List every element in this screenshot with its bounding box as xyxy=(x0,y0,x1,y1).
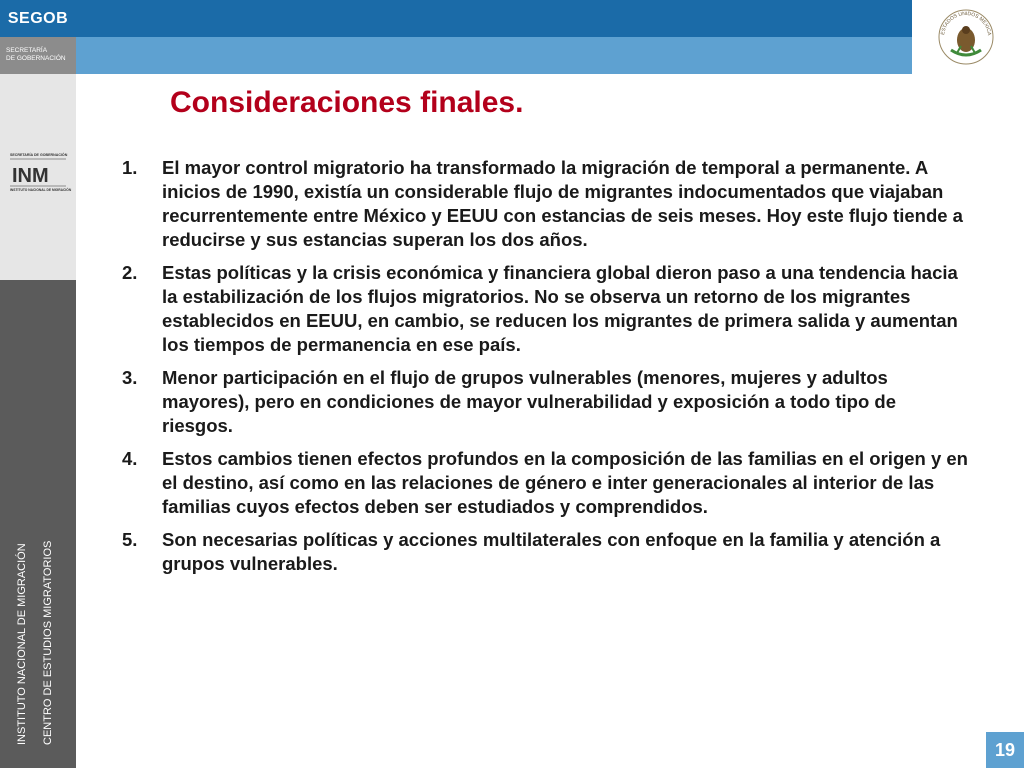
considerations-list xyxy=(122,156,972,585)
list-item-number: 3. xyxy=(122,367,138,388)
segob-logo xyxy=(0,0,76,37)
segob-subtitle xyxy=(6,47,66,63)
segob-subtitle-line2: DE GOBERNACIÓN xyxy=(6,55,66,62)
list-item xyxy=(122,156,972,252)
inm-logo-bottom-text: INSTITUTO NACIONAL DE MIGRACIÓN xyxy=(10,188,72,192)
segob-logo-text: SEGOB xyxy=(7,9,69,27)
inm-logo xyxy=(4,150,72,196)
list-item-number: 2. xyxy=(122,262,138,283)
list-item-text: Estas políticas y la crisis económica y financiera global dieron paso a una tendencia hacia la estabilización de los flujos migratorios. No se observa un retorno de los migrantes establecidos en EEUU, en cambio, se reducen los migrantes de primera salida y aumentan los tiempos de permanencia en ese país. xyxy=(162,262,958,355)
seal-text: ESTADOS UNIDOS MEXICA xyxy=(940,10,992,36)
sidebar-vertical-label-2: CENTRO DE ESTUDIOS MIGRATORIOS xyxy=(42,540,54,745)
list-item-text: El mayor control migratorio ha transformado la migración de temporal a permanente. A inicios de 1990, existía un considerable flujo de migrantes indocumentados que viajaban recurrentemente entre México y EEUU con estancias de seis meses. Hoy este flujo tiende a reducirse y sus estancias superan los dos años. xyxy=(162,157,963,250)
list-item-number: 4. xyxy=(122,448,138,469)
list-item-text: Menor participación en el flujo de grupos vulnerables (menores, mujeres y adultos mayores), pero en condiciones de mayor vulnerabilidad y exposición a todo tipo de riesgos. xyxy=(162,367,897,436)
list-item xyxy=(122,261,972,357)
list-item xyxy=(122,528,972,576)
slide-title: Consideraciones finales. xyxy=(170,86,524,119)
inm-logo-mark: INM xyxy=(12,165,49,187)
list-item-number: 1. xyxy=(122,157,138,178)
page-number: 19 xyxy=(986,732,1024,768)
segob-subtitle-box xyxy=(0,37,76,74)
header-bar-bottom xyxy=(0,37,912,74)
header-bar-top xyxy=(0,0,912,37)
list-item-text: Estos cambios tienen efectos profundos en la composición de las familias en el origen y en el destino, así como en las relaciones de género e inter generacionales al interior de las familias cuyos efectos deben ser estudiados y comprendidos. xyxy=(162,448,968,517)
list-item xyxy=(122,447,972,519)
sidebar-bottom xyxy=(0,280,76,768)
list-item-number: 5. xyxy=(122,529,138,550)
sidebar-vertical-label-1: INSTITUTO NACIONAL DE MIGRACIÓN xyxy=(16,543,28,745)
list-item xyxy=(122,366,972,438)
inm-logo-top-text: SECRETARÍA DE GOBERNACIÓN xyxy=(10,153,68,157)
segob-subtitle-line1: SECRETARÍA xyxy=(6,47,48,54)
list-item-text: Son necesarias políticas y acciones multilaterales con enfoque en la familia y atención a grupos vulnerables. xyxy=(162,529,941,574)
mexican-coat-of-arms-seal-icon xyxy=(937,8,995,66)
